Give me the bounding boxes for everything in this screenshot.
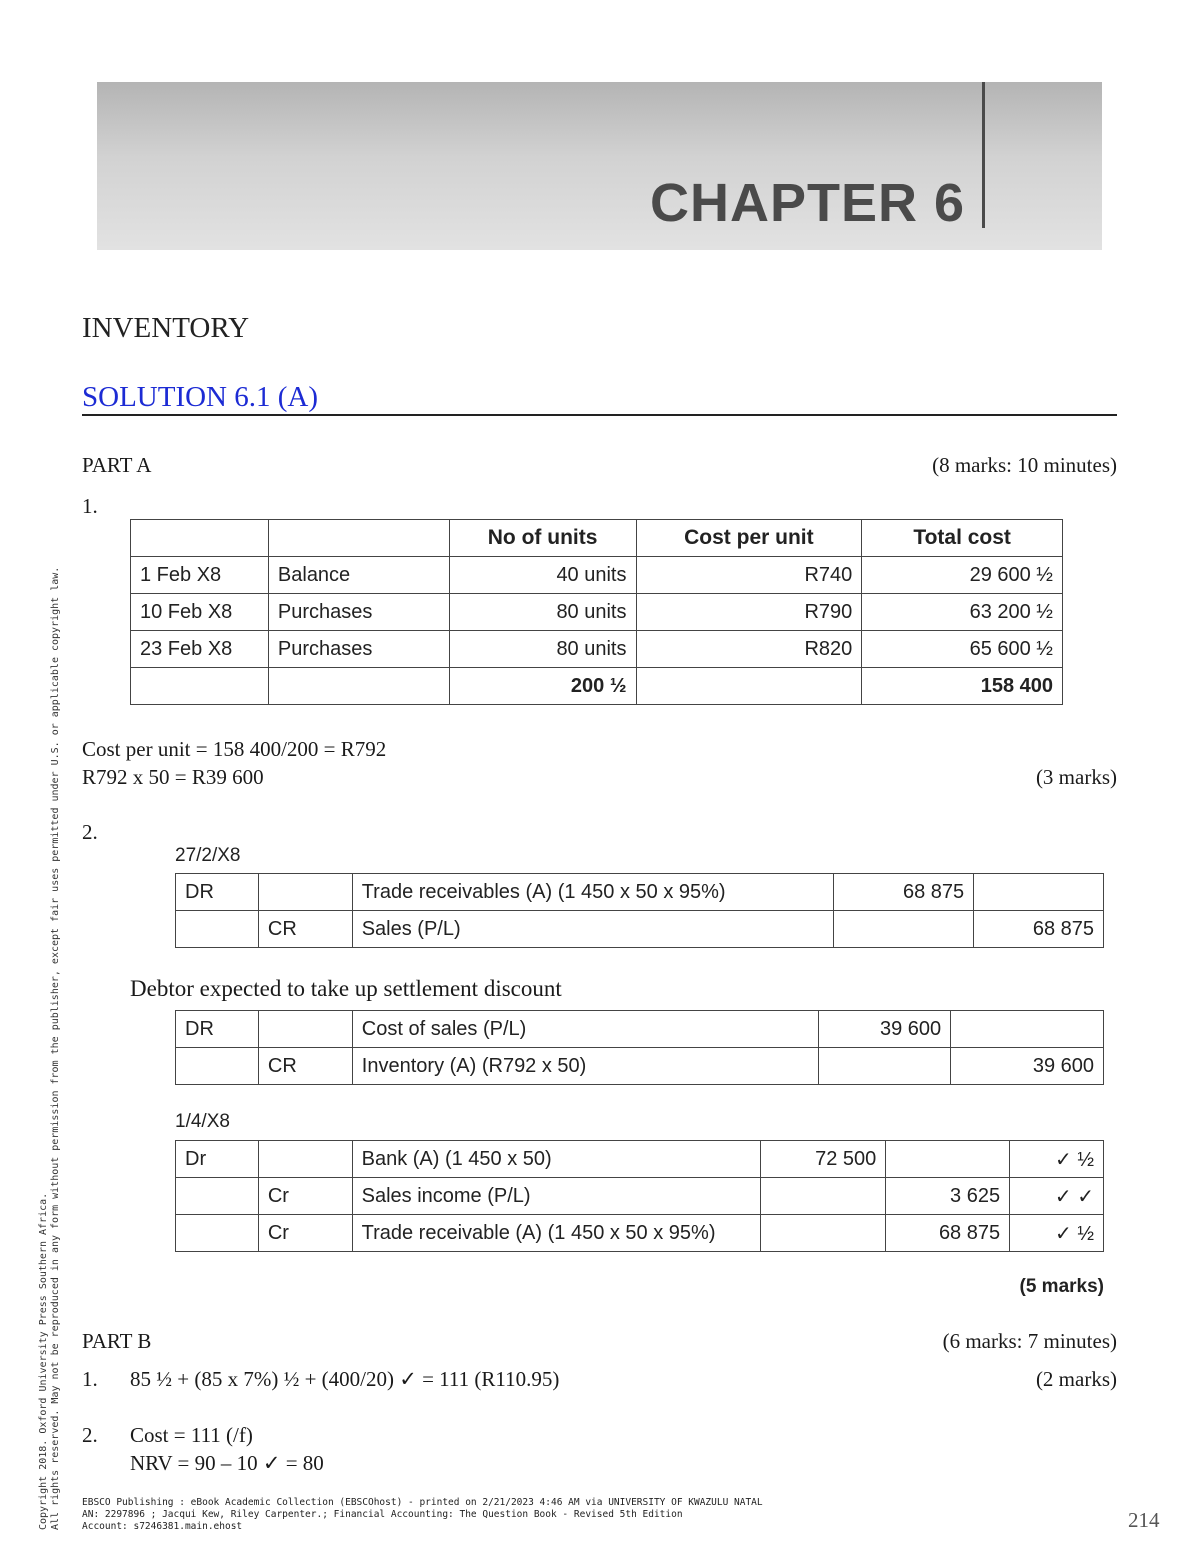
table-row [176,1141,1104,1178]
table-cell [951,1011,1104,1048]
table-cell: Cr [258,1178,352,1215]
journal-note: Debtor expected to take up settlement discount [130,976,562,1001]
table-cell: Purchases [268,631,449,668]
table-cell: 39 600 [951,1048,1104,1085]
table-cell [636,668,862,705]
table-row [176,1178,1104,1215]
journal-entry-sale [175,873,1104,948]
journal-entry-bank-receipt [175,1140,1104,1252]
table-cell: Cr [258,1215,352,1252]
part-b-q2-line: Cost = 111 (/f) [130,1423,253,1447]
part-b-q1-marks: (2 marks) [1035,1367,1117,1391]
table-cell: 10 Feb X8 [131,594,269,631]
table-cell: 63 200 ½ [862,594,1063,631]
table-cell: Sales income (P/L) [352,1178,761,1215]
table-cell: Bank (A) (1 450 x 50) [352,1141,761,1178]
table-header: Total cost [862,520,1063,557]
table-cell [834,911,974,948]
inventory-cost-table [130,519,1063,705]
table-cell: Inventory (A) (R792 x 50) [352,1048,818,1085]
journal-date: 1/4/X8 [175,1111,230,1132]
table-header [268,520,449,557]
copyright-notice [38,390,62,1530]
mark-check-cell: ✓ ½ [1010,1215,1104,1252]
page-number: 214 [1128,1508,1160,1532]
table-cell [258,1011,352,1048]
part-b-q1-number: 1. [82,1367,98,1391]
footer-line: Account: s7246381.main.ehost [82,1521,243,1532]
table-cell: Cost of sales (P/L) [352,1011,818,1048]
banner-divider [982,82,985,228]
table-row [131,594,1063,631]
table-row [176,1011,1104,1048]
table-cell [131,668,269,705]
table-cell: 40 units [449,557,636,594]
part-a-q2-number: 2. [82,820,98,844]
table-cell: 72 500 [761,1141,886,1178]
part-a-q2-marks: (5 marks) [1019,1276,1104,1297]
table-cell: 80 units [449,631,636,668]
footer-notice [82,1497,763,1533]
table-cell: DR [176,874,259,911]
table-cell: 68 875 [886,1215,1010,1252]
table-row [176,911,1104,948]
chapter-title: CHAPTER 6 [649,173,965,233]
table-cell: Trade receivable (A) (1 450 x 50 x 95%) [352,1215,761,1252]
table-cell: Balance [268,557,449,594]
table-cell: 68 875 [834,874,974,911]
part-b-q2-line: NRV = 90 – 10 ✓ = 80 [130,1451,324,1475]
table-cell: 39 600 [819,1011,951,1048]
calculation-line: R792 x 50 = R39 600 [82,765,264,789]
table-cell: Sales (P/L) [352,911,834,948]
part-b-label: PART B [82,1329,152,1353]
table-cell [258,874,352,911]
journal-date: 27/2/X8 [175,845,241,866]
table-cell [268,668,449,705]
table-cell: 200 ½ [449,668,636,705]
table-row [176,874,1104,911]
section-title: INVENTORY [82,312,250,344]
part-a-marks: (8 marks: 10 minutes) [932,453,1117,477]
table-cell: 23 Feb X8 [131,631,269,668]
table-header: Cost per unit [636,520,862,557]
table-cell: 1 Feb X8 [131,557,269,594]
table-cell: 158 400 [862,668,1063,705]
solution-title: SOLUTION 6.1 (A) [82,381,318,413]
table-cell [176,1048,259,1085]
table-row [131,557,1063,594]
table-cell [974,874,1104,911]
table-cell: R740 [636,557,862,594]
table-cell: 68 875 [974,911,1104,948]
mark-check-cell: ✓ ✓ [1010,1178,1104,1215]
table-header [131,520,269,557]
footer-line: AN: 2297896 ; Jacqui Kew, Riley Carpenter.; Financial Accounting: The Question Book - Revised 5th Edition [82,1509,683,1520]
table-cell: 3 625 [886,1178,1010,1215]
table-total-row [131,668,1063,705]
table-cell [761,1178,886,1215]
part-b-q2-number: 2. [82,1423,98,1447]
part-a-q1-number: 1. [82,494,98,518]
table-cell: Purchases [268,594,449,631]
table-cell: R820 [636,631,862,668]
calculation-marks: (3 marks) [1035,765,1117,789]
part-b-q1-text: 85 ½ + (85 x 7%) ½ + (400/20) ✓ = 111 (R110.95) [130,1367,560,1391]
table-cell: CR [258,911,352,948]
table-row [176,1048,1104,1085]
table-cell: Trade receivables (A) (1 450 x 50 x 95%) [352,874,834,911]
calculation-line: Cost per unit = 158 400/200 = R792 [82,737,387,761]
table-cell [886,1141,1010,1178]
copyright-line: Copyright 2018. Oxford University Press Southern Africa. [38,1192,49,1530]
table-cell: R790 [636,594,862,631]
table-cell: CR [258,1048,352,1085]
table-cell: 80 units [449,594,636,631]
table-row [131,631,1063,668]
journal-entry-cost-of-sales [175,1010,1104,1085]
footer-line: EBSCO Publishing : eBook Academic Collection (EBSCOhost) - printed on 2/21/2023 4:46 AM via UNIVERSITY OF KWAZULU NATAL [82,1497,763,1508]
solution-divider [82,414,1117,416]
table-cell: 29 600 ½ [862,557,1063,594]
table-header: No of units [449,520,636,557]
part-a-label: PART A [82,453,152,477]
mark-check-cell: ✓ ½ [1010,1141,1104,1178]
table-cell: 65 600 ½ [862,631,1063,668]
table-cell [819,1048,951,1085]
part-b-marks: (6 marks: 7 minutes) [942,1329,1117,1353]
table-cell: DR [176,1011,259,1048]
table-cell [761,1215,886,1252]
copyright-line: All rights reserved. May not be reproduced in any form without permission from the publisher, except fair uses permitted under U.S. or applicable copyright law. [50,566,61,1530]
table-cell [176,1178,259,1215]
table-header-row [131,520,1063,557]
table-row [176,1215,1104,1252]
table-cell: Dr [176,1141,259,1178]
table-cell [258,1141,352,1178]
table-cell [176,1215,259,1252]
table-cell [176,911,259,948]
